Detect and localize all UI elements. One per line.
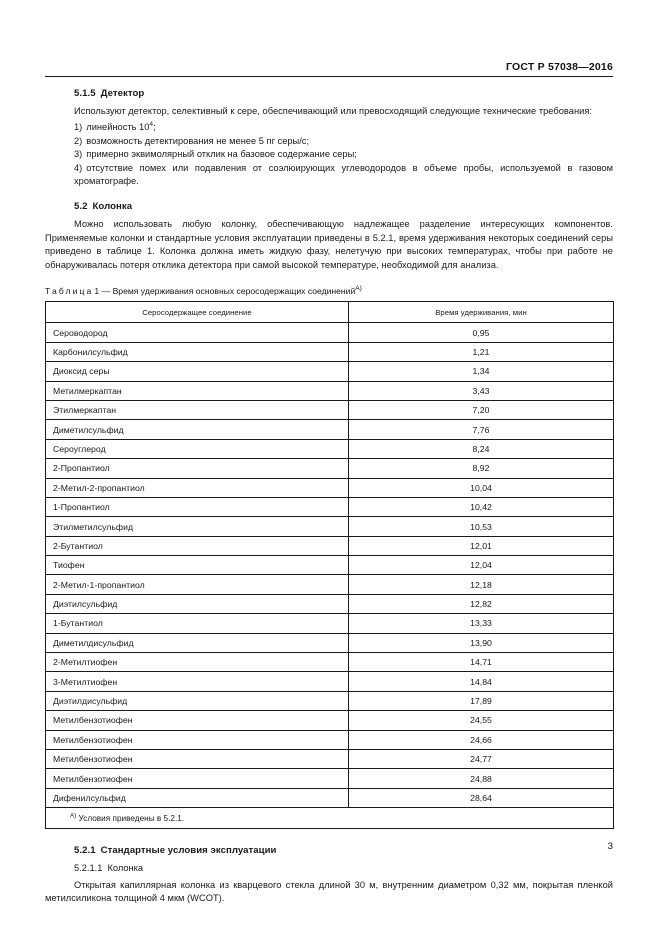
page-number: 3 <box>607 841 613 852</box>
cell-compound: 2-Метилтиофен <box>46 653 349 672</box>
cell-retention-time: 10,53 <box>349 517 614 536</box>
table-row <box>46 439 614 458</box>
cell-retention-time: 14,71 <box>349 653 614 672</box>
table-row <box>46 788 614 807</box>
table-row <box>46 750 614 769</box>
list-item-label: 1) <box>74 121 83 132</box>
table-row <box>46 400 614 419</box>
cell-compound: 3-Метилтиофен <box>46 672 349 691</box>
section-title: Детектор <box>100 88 145 99</box>
cell-retention-time: 17,89 <box>349 691 614 710</box>
table-caption-number: 1 <box>94 286 100 297</box>
section-number: 5.2.1 <box>74 845 96 857</box>
cell-retention-time: 0,95 <box>349 323 614 342</box>
cell-retention-time: 14,84 <box>349 672 614 691</box>
section-number: 5.1.5 <box>74 88 96 99</box>
table-row <box>46 517 614 536</box>
section-heading-5-1-5 <box>45 88 613 100</box>
table-row <box>46 614 614 633</box>
table-row <box>46 342 614 361</box>
header-rule <box>45 76 613 77</box>
table-row <box>46 653 614 672</box>
table-row <box>46 478 614 497</box>
cell-compound: Диоксид серы <box>46 362 349 381</box>
list-item <box>45 121 613 135</box>
cell-retention-time: 12,18 <box>349 575 614 594</box>
list-item <box>45 162 613 189</box>
tail-sections <box>45 845 613 905</box>
cell-compound: 2-Метил-2-пропантиол <box>46 478 349 497</box>
cell-retention-time: 10,42 <box>349 497 614 516</box>
spacer <box>45 274 613 285</box>
detector-intro-paragraph: Используют детектор, селективный к сере, обеспечивающий или превосходящий следующие технические требования: <box>74 106 592 117</box>
cell-retention-time: 7,76 <box>349 420 614 439</box>
cell-retention-time: 10,04 <box>349 478 614 497</box>
column-paragraph: Можно использовать любую колонку, обеспечивающую надлежащее разделение интересующих компонентов. Применяемые колонки и стандартные условия эксплуатации приведены в 5.2.1, время удерживания некоторых соединений серы приведено в таблице 1. Колонка должна иметь жидкую фазу, нелетучую при высоких температурах, чтобы при работе не обнаруживалась потеря отклика детектора при самой высокой температуре, необходимой для анализа. <box>45 219 613 270</box>
cell-compound: Диметилсульфид <box>46 420 349 439</box>
table-row <box>46 769 614 788</box>
list-item-label: 3) <box>74 149 83 160</box>
table-caption-superscript: A) <box>355 285 362 293</box>
table-row <box>46 672 614 691</box>
table-row <box>46 691 614 710</box>
table-footnote <box>46 808 614 829</box>
table-row <box>46 730 614 749</box>
cell-compound: Дифенилсульфид <box>46 788 349 807</box>
column-header-compound: Серосодержащее соединение <box>46 302 349 323</box>
cell-compound: Диметилдисульфид <box>46 633 349 652</box>
table-row <box>46 594 614 613</box>
cell-compound: Метилбензотиофен <box>46 750 349 769</box>
standard-designation: ГОСТ Р 57038—2016 <box>505 61 613 73</box>
cell-compound: 2-Пропантиол <box>46 459 349 478</box>
cell-compound: Сероводород <box>46 323 349 342</box>
table-caption-word: Таблица <box>45 286 94 297</box>
cell-compound: Метилбензотиофен <box>46 769 349 788</box>
cell-compound: Тиофен <box>46 556 349 575</box>
list-item-text: линейность 10 <box>86 121 150 132</box>
cell-retention-time: 24,55 <box>349 711 614 730</box>
cell-compound: Диэтилдисульфид <box>46 691 349 710</box>
table-row <box>46 323 614 342</box>
cell-retention-time: 13,90 <box>349 633 614 652</box>
table-caption-dash: — <box>101 286 111 297</box>
footnote-text: Условия приведены в 5.2.1. <box>78 813 185 823</box>
list-item-label: 4) <box>74 162 83 173</box>
section-title: Колонка <box>92 200 133 212</box>
cell-retention-time: 7,20 <box>349 400 614 419</box>
cell-retention-time: 12,04 <box>349 556 614 575</box>
cell-compound: 1-Бутантиол <box>46 614 349 633</box>
list-item <box>45 135 613 149</box>
table-row <box>46 633 614 652</box>
cell-retention-time: 1,34 <box>349 362 614 381</box>
section-number: 5.2 <box>74 200 88 212</box>
cell-compound: Метилбензотиофен <box>46 711 349 730</box>
list-item-text: отсутствие помех или подавления от соэлюирующих углеводородов в объеме пробы, используемой в газовом хроматографе. <box>74 162 613 187</box>
cell-retention-time: 24,88 <box>349 769 614 788</box>
list-item-text-tail: ; <box>153 121 156 132</box>
section-heading-5-2-1-1 <box>45 862 613 875</box>
footnote-marker: A) <box>70 811 77 819</box>
table-row <box>46 536 614 555</box>
table-row <box>46 711 614 730</box>
table-row <box>46 459 614 478</box>
superscript-exponent: 4 <box>149 120 154 128</box>
section-heading-5-2-1 <box>45 845 613 857</box>
retention-time-table <box>45 301 614 829</box>
table-body <box>46 323 614 829</box>
section-title: Стандартные условия эксплуатации <box>100 845 277 857</box>
list-item-text: примерно эквимолярный отклик на базовое содержание серы; <box>86 149 357 160</box>
cell-retention-time: 13,33 <box>349 614 614 633</box>
cell-retention-time: 24,66 <box>349 730 614 749</box>
cell-retention-time: 24,77 <box>349 750 614 769</box>
table-row <box>46 556 614 575</box>
table-row <box>46 575 614 594</box>
detector-requirements-list <box>45 121 613 189</box>
cell-compound: Метилбензотиофен <box>46 730 349 749</box>
table-caption-text: Время удерживания основных серосодержащих соединений <box>112 286 356 297</box>
cell-retention-time: 1,21 <box>349 342 614 361</box>
list-item <box>45 148 613 162</box>
table-caption <box>45 285 613 297</box>
cell-compound: Карбонилсульфид <box>46 342 349 361</box>
table-row <box>46 381 614 400</box>
cell-compound: 2-Метил-1-пропантиол <box>46 575 349 594</box>
table-row <box>46 497 614 516</box>
cell-retention-time: 8,92 <box>349 459 614 478</box>
list-item-text: возможность детектирования не менее 5 пг серы/с; <box>86 135 310 146</box>
cell-compound: Этилмеркаптан <box>46 400 349 419</box>
table-row <box>46 420 614 439</box>
spacer <box>45 189 613 201</box>
document-body <box>45 88 613 908</box>
cell-compound: Метилмеркаптан <box>46 381 349 400</box>
running-header <box>45 57 613 75</box>
section-title: Колонка <box>107 862 144 873</box>
cell-retention-time: 12,01 <box>349 536 614 555</box>
table-footnote-row <box>46 808 614 829</box>
cell-compound: Сероуглерод <box>46 439 349 458</box>
table-header <box>46 302 614 323</box>
section-heading-5-2 <box>45 201 613 213</box>
cell-retention-time: 28,64 <box>349 788 614 807</box>
cell-compound: Диэтилсульфид <box>46 594 349 613</box>
cell-retention-time: 8,24 <box>349 439 614 458</box>
table-row <box>46 362 614 381</box>
cell-retention-time: 12,82 <box>349 594 614 613</box>
cell-retention-time: 3,43 <box>349 381 614 400</box>
column-sub-paragraph: Открытая капиллярная колонка из кварцевого стекла длиной 30 м, внутренним диаметром 0,32 мм, покрытая пленкой метилсиликона толщиной 4 мкм (WCOT). <box>45 879 613 904</box>
cell-compound: 1-Пропантиол <box>46 497 349 516</box>
list-item-label: 2) <box>74 135 83 146</box>
cell-compound: 2-Бутантиол <box>46 536 349 555</box>
column-header-retention-time: Время удерживания, мин <box>349 302 614 323</box>
cell-compound: Этилметилсульфид <box>46 517 349 536</box>
section-number: 5.2.1.1 <box>74 862 103 873</box>
table-header-row <box>46 302 614 323</box>
